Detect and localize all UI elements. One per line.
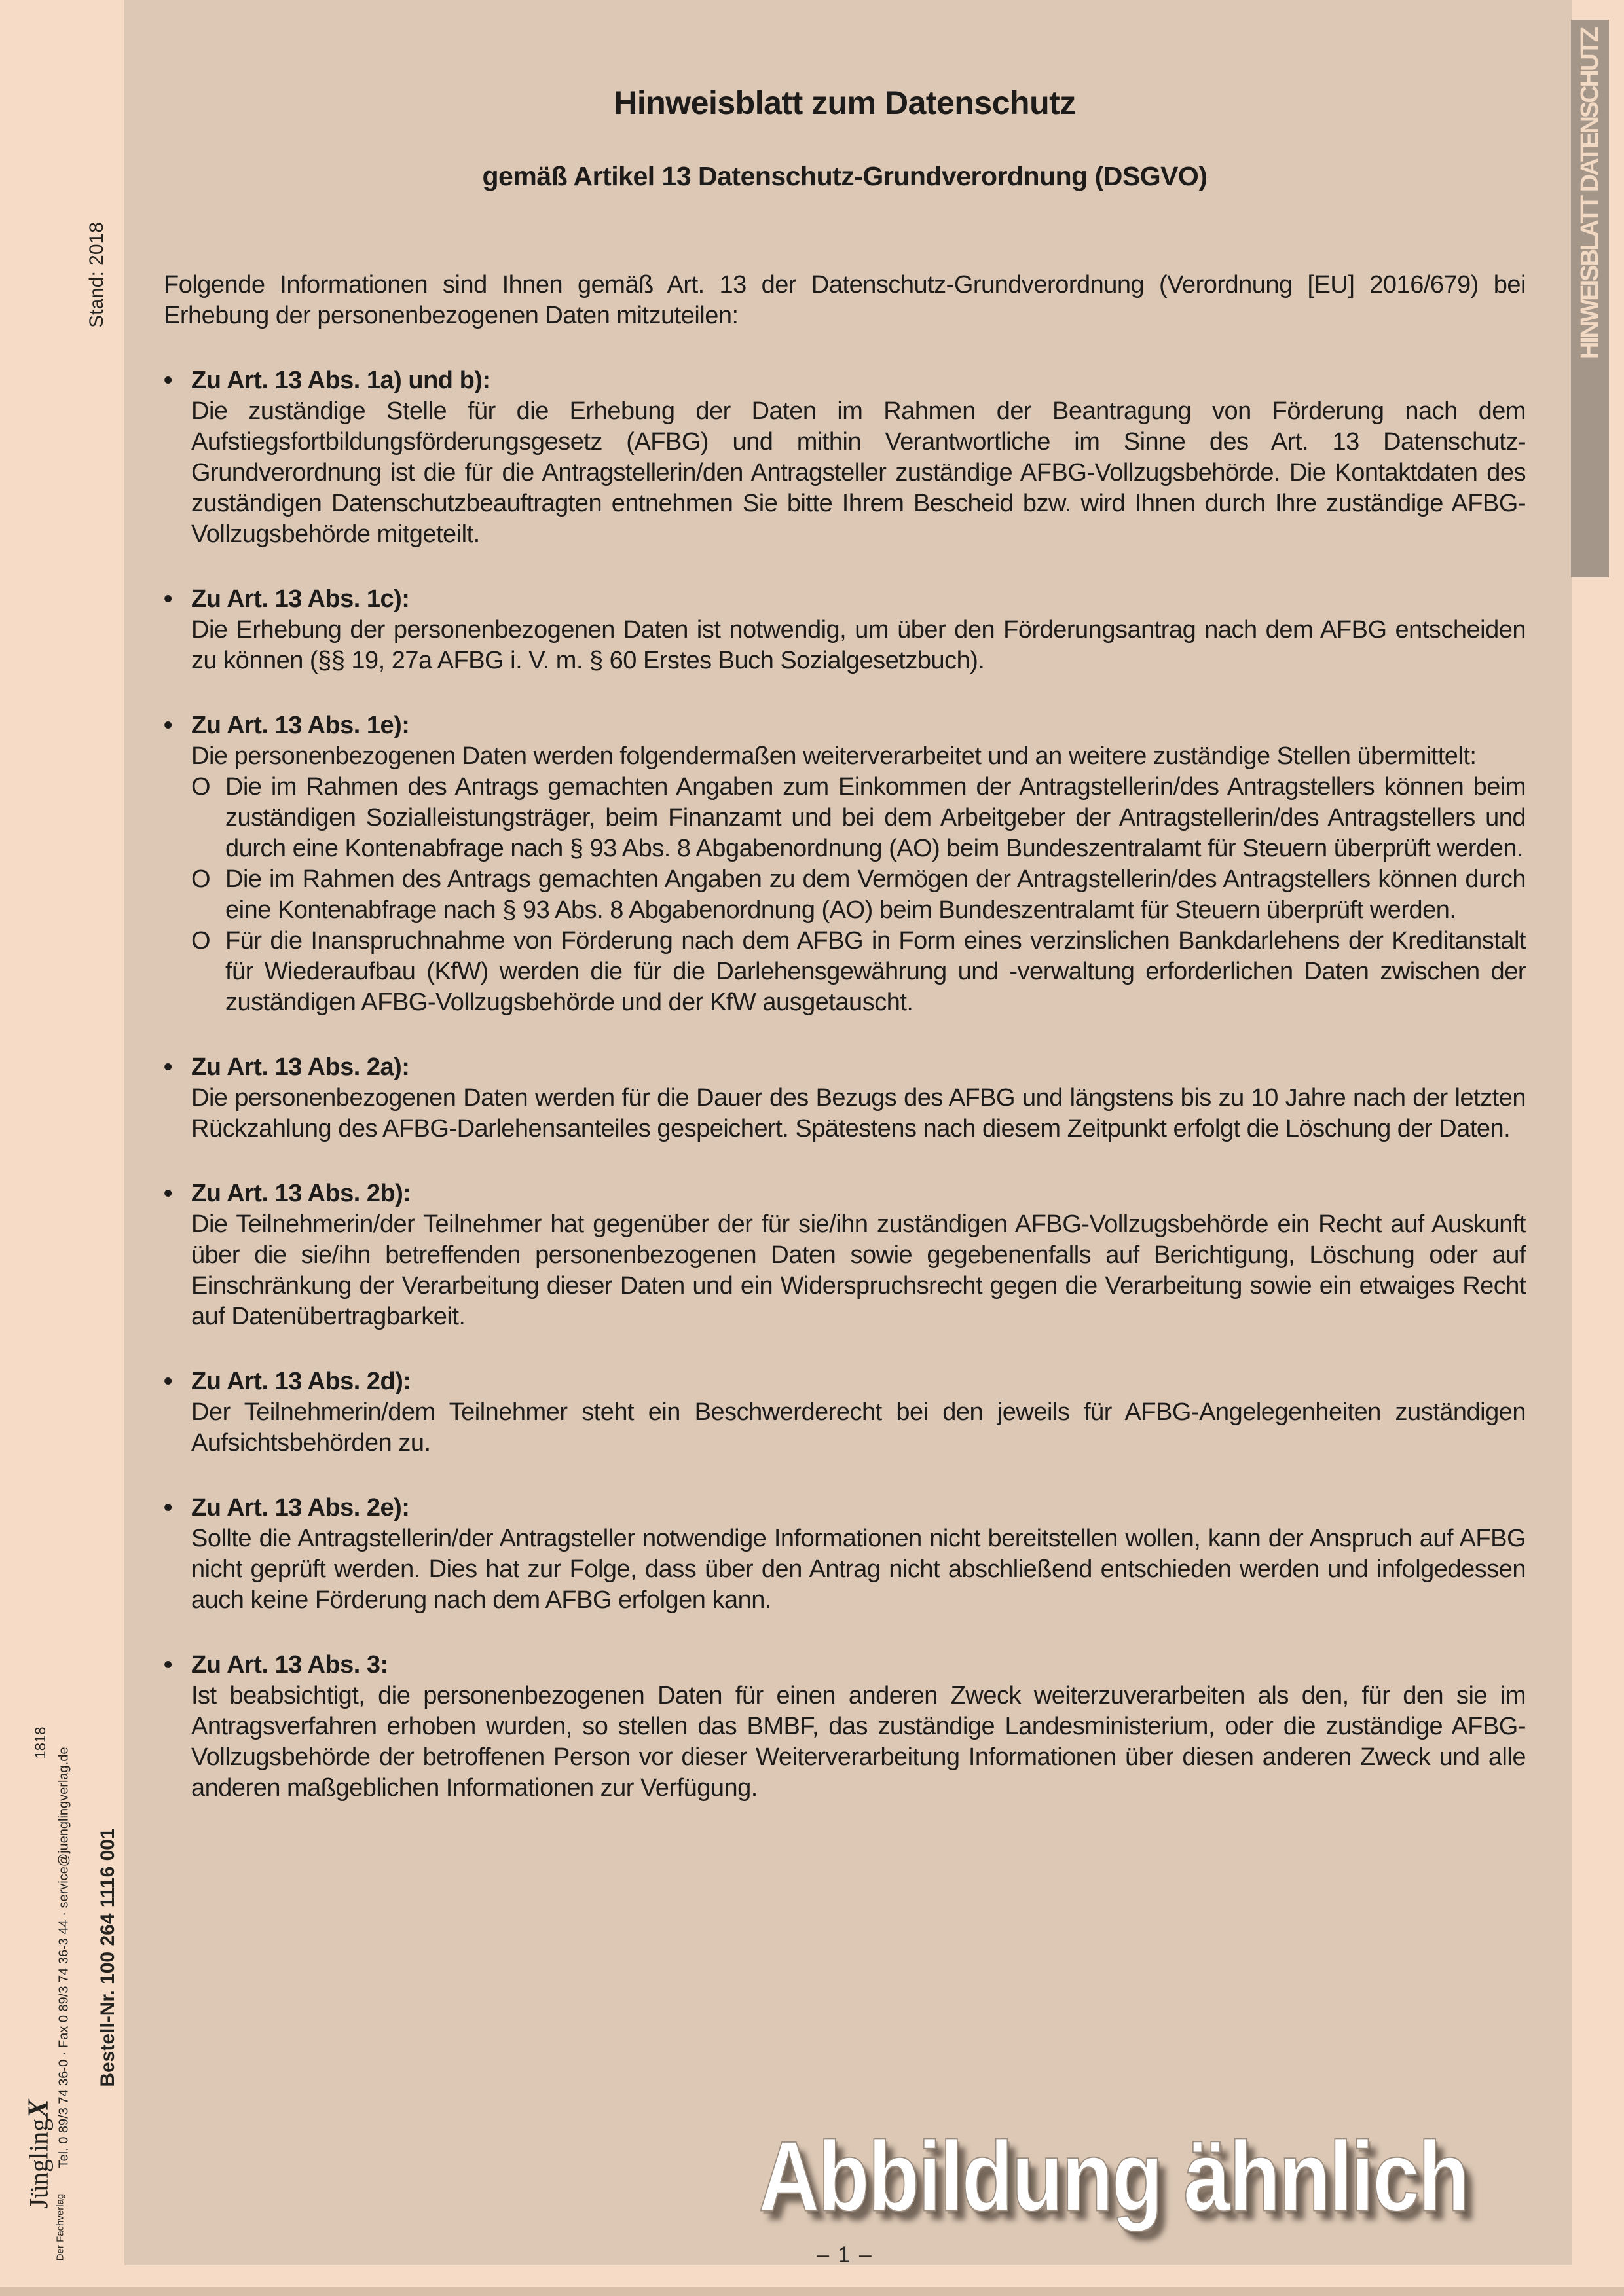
section-sub-item (191, 772, 1526, 864)
section-heading: Zu Art. 13 Abs. 1c): (191, 585, 410, 613)
section-heading: Zu Art. 13 Abs. 2d): (191, 1368, 411, 1395)
section-paragraph: Die personenbezogenen Daten werden folgendermaßen weiterverarbeitet und an weitere zuständige Stellen übermittelt: (191, 742, 1477, 770)
document-section (164, 1178, 1526, 1332)
side-tab (1571, 20, 1609, 577)
bullet-icon: • (164, 1180, 172, 1207)
print-code-label: 1818 (32, 1726, 48, 1759)
document-section (164, 1366, 1526, 1459)
page-title: Hinweisblatt zum Datenschutz (614, 84, 1076, 121)
document-section (164, 710, 1526, 1018)
section-paragraph: Der Teilnehmerin/dem Teilnehmer steht ein Beschwerderecht bei den jeweils für AFBG-Angelegenheiten zuständigen Aufsichtsbehörden zu. (191, 1398, 1526, 1457)
watermark-text: Abbildung ähnlich (758, 2121, 1468, 2232)
section-paragraph: Die Teilnehmerin/der Teilnehmer hat gegenüber der für sie/ihn zuständigen AFBG-Vollzugsbehörde ein Recht auf Auskunft über die sie/ihn betreffenden personenbezogenen Daten sowie gegebenenfalls auf Berichtigung, Löschung oder auf Einschränkung der Verarbeitung dieser Daten und ein Widerspruchsrecht gegen die Verarbeitung sowie ein etwaiges Recht auf Datenübertragbarkeit. (191, 1211, 1526, 1330)
bullet-icon: • (164, 367, 172, 394)
page-bottom-edge (0, 2287, 1624, 2296)
section-heading: Zu Art. 13 Abs. 3: (191, 1651, 388, 1679)
publisher-tagline: Der Fachverlag (54, 2193, 66, 2261)
document-section (164, 1650, 1526, 1804)
document-section (164, 584, 1526, 676)
side-tab-label: HINWEISBLATT DATENSCHUTZ (1576, 29, 1604, 359)
sub-item-text: Die im Rahmen des Antrags gemachten Angaben zu dem Vermögen der Antragstellerin/des Antragstellers können durch eine Kontenabfrage nach § 93 Abs. 8 Abgabenordnung (AO) beim Bundeszentralamt für Steuern überprüft werden. (225, 866, 1526, 924)
section-paragraph: Die personenbezogenen Daten werden für die Dauer des Bezugs des AFBG und längstens bis zu 10 Jahre nach der letzten Rückzahlung des AFBG-Darlehensanteiles gespeichert. Spätestens nach diesem Zeitpunkt erfolgt die Löschung der Daten. (191, 1084, 1526, 1142)
section-sub-item (191, 926, 1526, 1018)
bullet-icon: • (164, 1651, 172, 1679)
page-number: – 1 – (817, 2242, 873, 2267)
order-number-label: Bestell-Nr. 100 264 1116 001 (97, 1828, 119, 2087)
publisher-logo (22, 2099, 55, 2208)
bullet-icon: • (164, 1053, 172, 1081)
circle-marker-icon: O (191, 773, 211, 801)
document-section (164, 1052, 1526, 1144)
intro-paragraph: Folgende Informationen sind Ihnen gemäß Art. 13 der Datenschutz-Grundverordnung (Verordnung [EU] 2016/679) bei Erhebung der personenbezogenen Daten mitzuteilen: (164, 271, 1526, 329)
bullet-icon: • (164, 1368, 172, 1395)
section-heading: Zu Art. 13 Abs. 1a) und b): (191, 367, 490, 394)
stand-year-label: Stand: 2018 (86, 222, 107, 328)
circle-marker-icon: O (191, 927, 211, 955)
publisher-name: Jüngling (24, 2118, 54, 2209)
publisher-mark-icon: X (22, 2099, 54, 2119)
circle-marker-icon: O (191, 866, 211, 893)
section-heading: Zu Art. 13 Abs. 2b): (191, 1180, 411, 1207)
section-sub-item (191, 864, 1526, 926)
section-paragraph: Ist beabsichtigt, die personenbezogenen Daten für einen anderen Zweck weiterzuverarbeiten als den, für den sie im Antragsverfahren erhoben wurden, so stellen das BMBF, das zuständige Landesministerium, oder die zuständige AFBG-Vollzugsbehörde der betroffenen Person vor dieser Weiterverarbeitung Informationen über diesen anderen Zweck und alle anderen maßgeblichen Informationen zur Verfügung. (191, 1682, 1526, 1802)
page-subtitle: gemäß Artikel 13 Datenschutz-Grundverordnung (DSGVO) (482, 161, 1208, 191)
sub-item-text: Die im Rahmen des Antrags gemachten Angaben zum Einkommen der Antragstellerin/des Antragstellers können beim zuständigen Sozialleistungsträger, beim Finanzamt und bei dem Arbeitgeber der Antragstellerin/des Antragstellers und durch eine Kontenabfrage nach § 93 Abs. 8 Abgabenordnung (AO) beim Bundeszentralamt für Steuern überprüft werden. (225, 773, 1526, 862)
bullet-icon: • (164, 712, 172, 739)
bullet-icon: • (164, 1494, 172, 1522)
document-section (164, 1493, 1526, 1616)
document-section (164, 365, 1526, 550)
sub-item-text: Für die Inanspruchnahme von Förderung nach dem AFBG in Form eines verzinslichen Bankdarlehens der Kreditanstalt für Wiederaufbau (KfW) werden die für die Darlehensgewährung und -verwaltung erforderlichen Daten zwischen der zuständigen AFBG-Vollzugsbehörde und der KfW ausgetauscht. (225, 927, 1526, 1016)
sections (164, 365, 1526, 1804)
section-paragraph: Die Erhebung der personenbezogenen Daten ist notwendig, um über den Förderungsantrag nach dem AFBG entscheiden zu können (§§ 19, 27a AFBG i. V. m. § 60 Erstes Buch Sozialgesetzbuch). (191, 616, 1526, 674)
section-heading: Zu Art. 13 Abs. 2a): (191, 1053, 410, 1081)
section-heading: Zu Art. 13 Abs. 2e): (191, 1494, 410, 1522)
section-paragraph: Die zuständige Stelle für die Erhebung der Daten im Rahmen der Beantragung von Förderung nach dem Aufstiegsfortbildungsförderungsgesetz (AFBG) und mithin Verantwortliche im Sinne des Art. 13 Datenschutz-Grundverordnung ist die für die Antragstellerin/den Antragsteller zuständige AFBG-Vollzugsbehörde. Die Kontaktdaten des zuständigen Datenschutzbeauftragten entnehmen Sie bitte Ihrem Bescheid bzw. wird Ihnen durch Ihre zuständige AFBG-Vollzugsbehörde mitgeteilt. (191, 397, 1526, 548)
publisher-contact-line: Tel. 0 89/3 74 36-0 · Fax 0 89/3 74 36-3 44 · service@juenglingverlag.de (56, 1747, 71, 2168)
section-paragraph: Sollte die Antragstellerin/der Antragsteller notwendige Informationen nicht bereitstellen wollen, kann der Anspruch auf AFBG nicht geprüft werden. Dies hat zur Folge, dass über den Antrag nicht abschließend entschieden werden und infolgedessen auch keine Förderung nach dem AFBG erfolgen kann. (191, 1525, 1526, 1614)
section-heading: Zu Art. 13 Abs. 1e): (191, 712, 410, 739)
document-body (164, 84, 1526, 1804)
bullet-icon: • (164, 585, 172, 613)
